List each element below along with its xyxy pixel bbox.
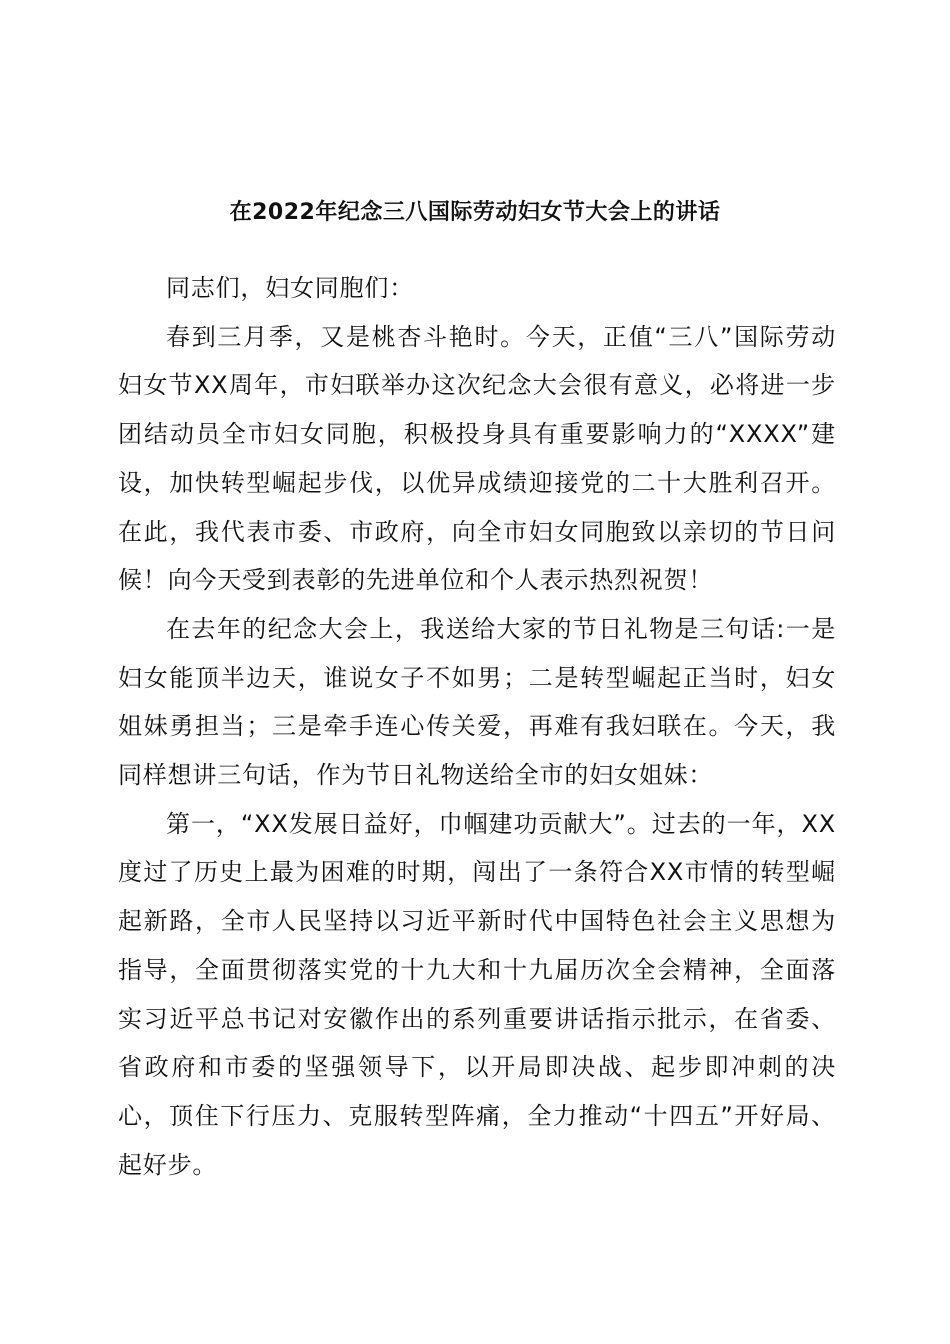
paragraph-opening: 春到三月季，又是桃杏斗艳时。今天，正值“三八”国际劳动妇女节XX周年，市妇联举办这次纪念大会很有意义，必将进一步团结动员全市妇女同胞，积极投身具有重要影响力的“XXXX”建设，加快转型崛起步伐，以优异成绩迎接党的二十大胜利召开。在此，我代表市委、市政府，向全市妇女同胞致以亲切的节日问候！向今天受到表彰的先进单位和个人表示热烈祝贺！ [118,322,836,595]
document-title: 在2022年纪念三八国际劳动妇女节大会上的讲话 [229,200,721,225]
paragraph-salutation: 同志们，妇女同胞们： [166,274,414,302]
paragraph-last-year-gift: 在去年的纪念大会上，我送给大家的节日礼物是三句话:一是妇女能顶半边天，谁说女子不如男；二是转型崛起正当时，妇女姐妹勇担当；三是牵手连心传关爱，再难有我妇联在。今天，我同样想讲三句话，作为节日礼物送给全市的妇女姐妹： [118,614,836,790]
paragraph-first-point: 第一，“XX发展日益好，巾帼建功贡献大”。过去的一年，XX度过了历史上最为困难的时期，闯出了一条符合XX市情的转型崛起新路，全市人民坚持以习近平新时代中国特色社会主义思想为指导，全面贯彻落实党的十九大和十九届历次全会精神，全面落实习近平总书记对安徽作出的系列重要讲话指示批示，在省委、省政府和市委的坚强领导下，以开局即决战、起步即冲刺的决心，顶住下行压力、克服转型阵痛，全力推动“十四五”开好局、起好步。 [118,809,836,1179]
document-body [118,264,836,1189]
